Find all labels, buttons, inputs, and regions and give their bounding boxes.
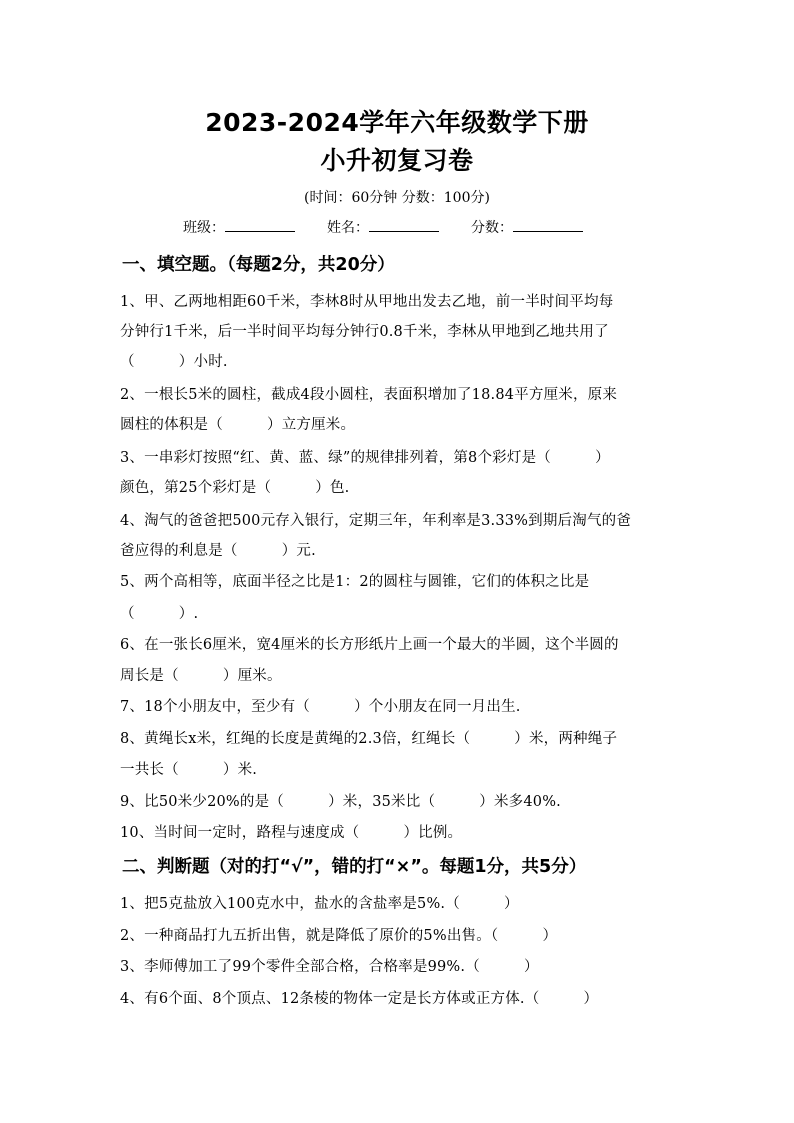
question-line: 分钟行1千米，后一半时间平均每分钟行0.8千米，李林从甲地到乙地共用了	[120, 324, 609, 340]
question-line: 9、比50米少20%的是（ ）米，35米比（ ）米多40%.	[120, 794, 561, 810]
question-line: 8、黄绳长x米，红绳的长度是黄绳的2.3倍，红绳长（ ）米，两种绳子	[120, 731, 618, 747]
question-line: 3、李师傅加工了99个零件全部合格，合格率是99%.（ ）	[120, 959, 539, 975]
score-blank[interactable]	[513, 217, 583, 232]
question-line: （ ）.	[120, 606, 199, 622]
question-line: 颜色，第25个彩灯是（ ）色.	[120, 480, 350, 496]
question-line: 周长是（ ）厘米。	[120, 668, 282, 684]
section-true-false-heading: 二、判断题（对的打“√”，错的打“×”。每题1分，共5分）	[122, 857, 587, 877]
question-line: 4、有6个面、8个顶点、12条棱的物体一定是长方体或正方体.（ ）	[120, 991, 599, 1007]
section-fill-blank-heading: 一、填空题。（每题2分，共20分）	[122, 255, 395, 275]
question-line: 5、两个高相等，底面半径之比是1：2的圆柱与圆锥，它们的体积之比是	[120, 574, 590, 590]
question-line: 2、一种商品打九五折出售，就是降低了原价的5%出售。（ ）	[120, 928, 558, 944]
question-line: 爸应得的利息是（ ）元.	[120, 543, 316, 559]
exam-subtitle: 小升初复习卷	[320, 146, 474, 175]
question-line: 7、18个小朋友中，至少有（ ）个小朋友在同一月出生.	[120, 699, 521, 715]
question-line: 3、一串彩灯按照“红、黄、蓝、绿”的规律排列着，第8个彩灯是（ ）	[120, 450, 610, 466]
question-line: 一共长（ ）米.	[120, 762, 258, 778]
question-line: 1、把5克盐放入100克水中，盐水的含盐率是5%.（ ）	[120, 896, 519, 912]
exam-title: 2023-2024学年六年级数学下册	[205, 108, 589, 137]
exam-time-score: (时间：60分钟 分数：100分)	[304, 190, 490, 206]
question-line: 4、淘气的爸爸把500元存入银行，定期三年，年利率是3.33%到期后淘气的爸	[120, 513, 632, 529]
student-info-row	[183, 217, 583, 237]
question-line: 圆柱的体积是（ ）立方厘米。	[120, 417, 356, 433]
score-label: 分数：	[471, 220, 513, 236]
name-label: 姓名：	[327, 220, 369, 236]
question-line: 2、一根长5米的圆柱，截成4段小圆柱，表面积增加了18.84平方厘米，原来	[120, 387, 618, 403]
question-line: 1、甲、乙两地相距60千米，李林8时从甲地出发去乙地，前一半时间平均每	[120, 294, 614, 310]
question-line: （ ）小时.	[120, 354, 228, 370]
class-blank[interactable]	[225, 217, 295, 232]
question-line: 10、当时间一定时，路程与速度成（ ）比例。	[120, 825, 463, 841]
class-label: 班级：	[183, 220, 225, 236]
question-line: 6、在一张长6厘米，宽4厘米的长方形纸片上画一个最大的半圆，这个半圆的	[120, 637, 619, 653]
name-blank[interactable]	[369, 217, 439, 232]
